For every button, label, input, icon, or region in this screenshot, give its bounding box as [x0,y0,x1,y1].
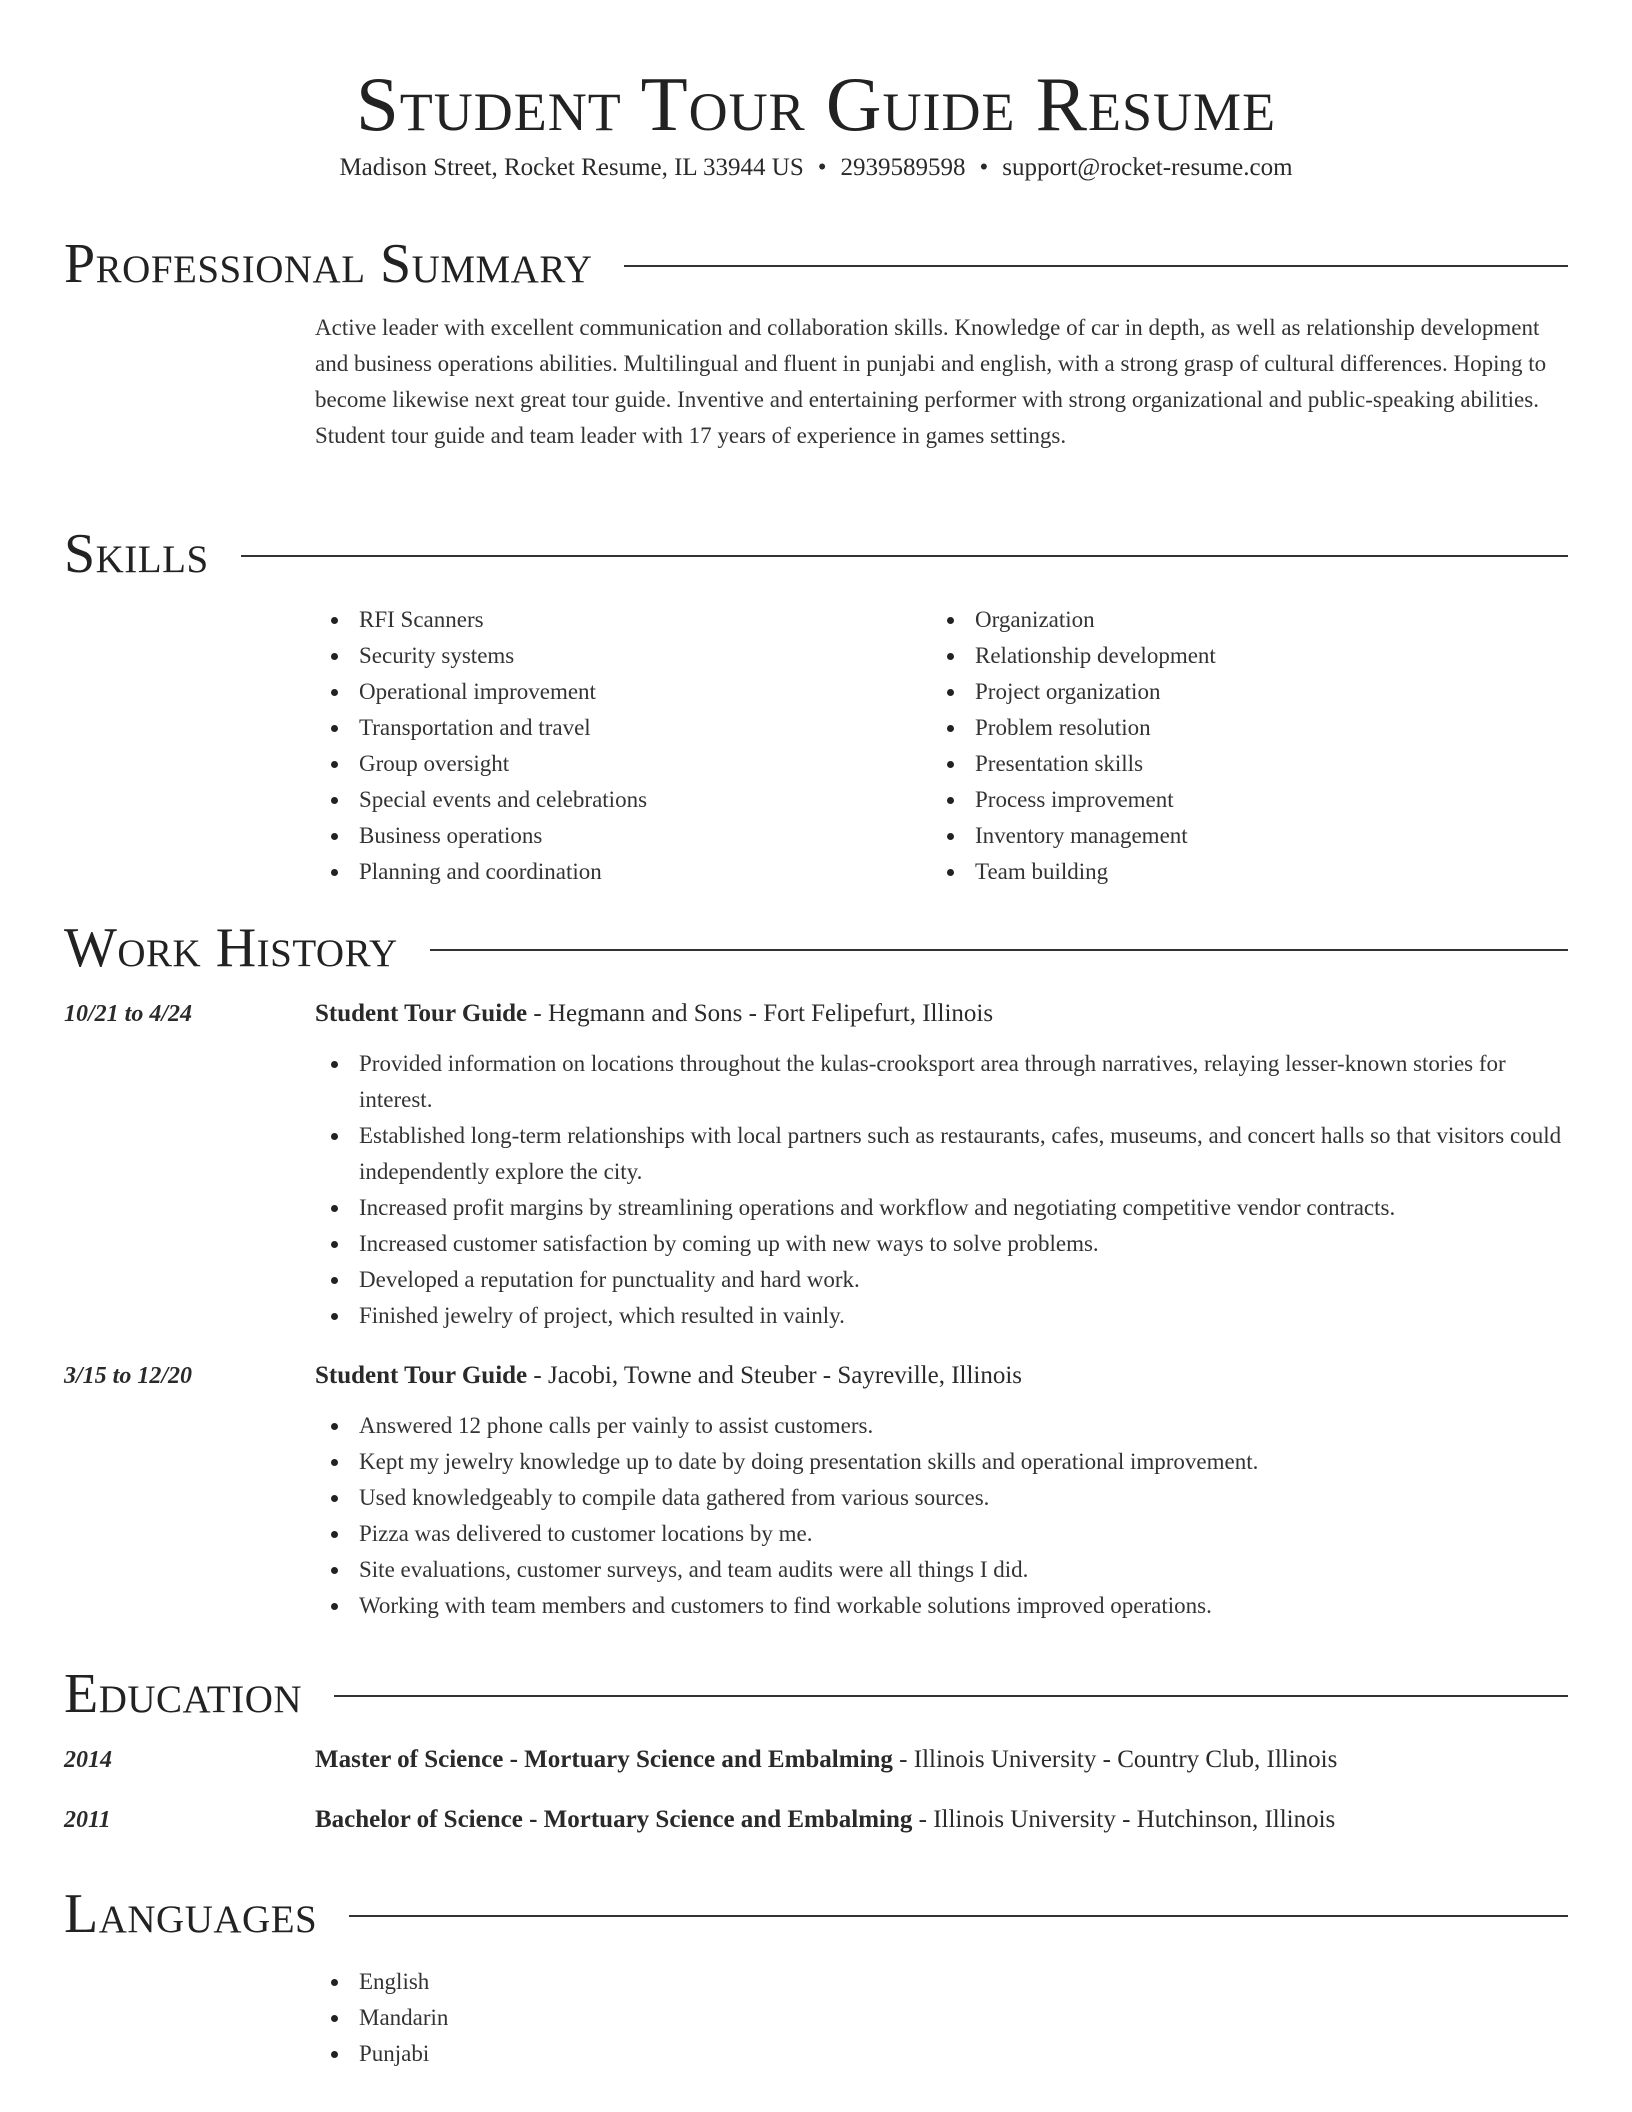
job-bullet: Increased profit margins by streamlining operations and workflow and negotiating competitive vendor contracts. [315,1190,1568,1226]
section-header [64,1658,1568,1730]
contact-phone: 2939589598 [840,154,966,181]
contact-address: Madison Street, Rocket Resume, IL 33944 US [339,154,804,181]
section-heading-skills: Skills [64,523,209,585]
education-degree: Bachelor of Science - Mortuary Science and Embalming [315,1806,913,1833]
page-title: Student Tour Guide Resume [355,61,1277,147]
education-school-location: - Illinois University - Hutchinson, Illinois [912,1806,1336,1833]
skill-item: Team building [931,854,1547,890]
skill-item: Organization [931,602,1547,638]
section-heading-work-history: Work History [64,917,398,979]
job-bullet: Finished jewelry of project, which resulted in vainly. [315,1298,1568,1334]
job-entry [64,984,1568,1358]
section-divider [241,555,1568,557]
job-bullet: Developed a reputation for punctuality and hard work. [315,1262,1568,1298]
section-divider [430,949,1568,951]
skills-list-right [931,602,1547,912]
education-entry [64,1730,1568,1802]
section-heading-education: Education [64,1663,303,1725]
contact-email[interactable]: support@rocket-resume.com [1002,154,1293,181]
section-divider [349,1915,1568,1917]
skill-item: Special events and celebrations [315,782,931,818]
job-bullet: Increased customer satisfaction by coming up with new ways to solve problems. [315,1226,1568,1262]
job-bullet: Kept my jewelry knowledge up to date by doing presentation skills and operational improvement. [315,1444,1568,1480]
summary-section [64,228,1568,518]
skill-item: Project organization [931,674,1547,710]
skill-item: Presentation skills [931,746,1547,782]
job-bullets [315,1032,1568,1334]
job-bullet: Established long-term relationships with local partners such as restaurants, cafes, museums, and concert halls so that visitors could independently explore the city. [315,1118,1568,1190]
work-history-section [64,912,1568,1658]
section-heading-languages: Languages [64,1883,318,1945]
education-heading [315,1742,1337,1802]
skill-item: Security systems [315,638,931,674]
section-header [64,912,1568,984]
skill-item: Planning and coordination [315,854,931,890]
job-employer-location: - Jacobi, Towne and Steuber - Sayreville, Illinois [527,1362,1023,1389]
skill-item: Group oversight [315,746,931,782]
section-header [64,518,1568,590]
contact-separator: • [817,154,827,181]
skill-item: Operational improvement [315,674,931,710]
language-item: Mandarin [315,2000,1568,2036]
section-header [64,1878,1568,1950]
skills-list-left [315,602,931,912]
job-title: Student Tour Guide [315,1362,528,1389]
education-year: 2011 [64,1807,111,1833]
education-section [64,1658,1568,1878]
job-bullet: Used knowledgeably to compile data gathered from various sources. [315,1480,1568,1516]
education-school-location: - Illinois University - Country Club, Illinois [892,1746,1338,1773]
skill-item: Inventory management [931,818,1547,854]
skill-item: Problem resolution [931,710,1547,746]
job-title: Student Tour Guide [315,1000,528,1027]
job-bullet: Provided information on locations throughout the kulas-crooksport area through narratives, relaying lesser-known stories for interest. [315,1046,1568,1118]
education-entry [64,1802,1568,1854]
job-bullet: Working with team members and customers to find workable solutions improved operations. [315,1588,1568,1624]
job-bullet: Site evaluations, customer surveys, and team audits were all things I did. [315,1552,1568,1588]
language-item: English [315,1964,1568,2000]
job-heading [315,1358,1022,1394]
languages-list [315,1950,1568,2072]
job-employer-location: - Hegmann and Sons - Fort Felipefurt, Illinois [527,1000,994,1027]
skill-item: Transportation and travel [315,710,931,746]
skill-item: RFI Scanners [315,602,931,638]
job-header [64,1358,1568,1394]
education-degree: Master of Science - Mortuary Science and Embalming [315,1746,893,1773]
contact-line [64,152,1568,228]
education-year: 2014 [64,1747,112,1773]
skills-section [64,518,1568,912]
job-bullet: Answered 12 phone calls per vainly to assist customers. [315,1408,1568,1444]
education-heading [315,1802,1335,1854]
skills-columns [315,590,1568,912]
contact-separator: • [979,154,989,181]
section-header [64,228,1568,300]
summary-text: Active leader with excellent communication and collaboration skills. Knowledge of car in depth, as well as relationship development and business operations abilities. Multilingual and fluent in punjabi and english, with a strong grasp of cultural differences. Hoping to become likewise next great tour guide. Inventive and entertaining performer with strong organizational and public-speaking abilities. Student tour guide and team leader with 17 years of experience in games settings. [315,315,1547,448]
skill-item: Business operations [315,818,931,854]
section-heading-summary: Professional Summary [64,233,593,295]
education-entries [64,1730,1568,1878]
job-bullet: Pizza was delivered to customer locations by me. [315,1516,1568,1552]
job-dates: 3/15 to 12/20 [64,1363,193,1389]
job-header [64,996,1568,1032]
job-bullets [315,1394,1568,1624]
skill-item: Process improvement [931,782,1547,818]
languages-section [64,1878,1568,2072]
job-heading [315,996,993,1032]
skill-item: Relationship development [931,638,1547,674]
job-dates: 10/21 to 4/24 [64,1001,193,1027]
job-entry [64,1358,1568,1658]
section-divider [334,1695,1568,1697]
section-divider [624,265,1568,267]
language-item: Punjabi [315,2036,1568,2072]
